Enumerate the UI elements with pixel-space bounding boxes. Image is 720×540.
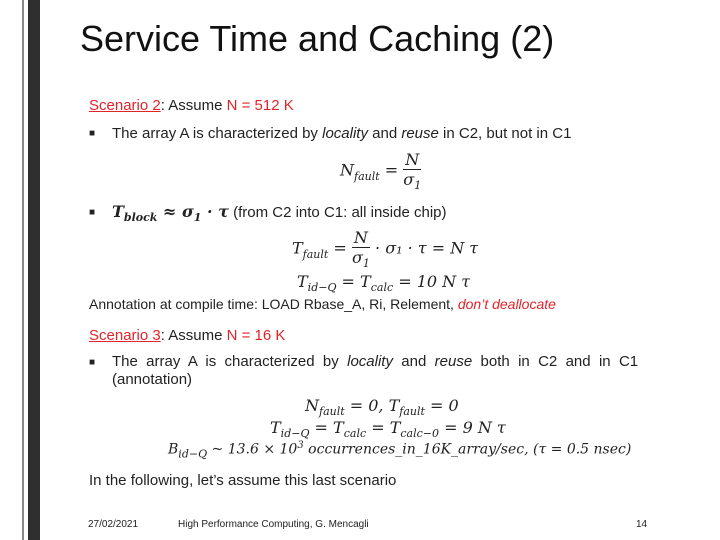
s3eq1-a: N [305, 396, 319, 415]
tblock-t: T [112, 202, 124, 221]
tid-mid-sub: calc [370, 281, 394, 295]
tfault-rest: · σ₁ · τ = N τ [375, 238, 479, 258]
s2b1-reuse: reuse [401, 125, 439, 142]
s3eq3-c: occurrences_in_16K_array/sec, (τ = 0.5 nsec) [303, 441, 632, 458]
nfault-lhs: N [340, 160, 354, 180]
nfault-fraction [403, 150, 421, 192]
tid-lhs-sub: id−Q [307, 281, 337, 295]
tfault-fraction [352, 228, 370, 270]
tid-mid: = T [336, 272, 371, 291]
closing-text: In the following, let’s assume this last scenario [89, 472, 397, 489]
scenario2-label: Scenario 2 [89, 97, 161, 114]
footer-date: 27/02/2021 [88, 519, 139, 530]
sidebar-thin-line [22, 0, 24, 540]
tblock-post: (from C2 into C1: all inside chip) [228, 204, 447, 221]
s3eq3-b: ~ 13.6 × 10 [207, 441, 298, 458]
nfault-den [403, 170, 421, 192]
sidebar-band [28, 0, 40, 540]
equation-tfault [292, 228, 478, 270]
s3eq1-b: = 0, T [344, 396, 400, 415]
equation-s3-2 [270, 418, 506, 440]
bullet-marker: ■ [89, 128, 96, 139]
tfault-eq: = [333, 238, 347, 258]
tid-lhs: T [297, 272, 308, 291]
scenario3-bullet1 [112, 353, 638, 370]
s2b1-and: and [367, 125, 402, 142]
nfault-den-sigma: σ [403, 170, 415, 189]
s3eq1-a-sub: fault [319, 405, 345, 419]
s3b1-post: both in C2 and in C1 [472, 353, 639, 370]
s3b1-reuse: reuse [434, 353, 473, 370]
s3eq2-c-sub: calc−0 [400, 427, 439, 441]
tid-rest: = 10 N τ [393, 272, 471, 291]
s2b1-pre: The array A is characterized by [112, 125, 323, 142]
equation-s3-3 [168, 440, 631, 460]
nfault-num: N [405, 150, 420, 169]
annotation-highlight: don’t deallocate [457, 296, 556, 312]
s3b1-locality: locality [347, 353, 393, 370]
tblock-approx: ≈ σ [157, 202, 194, 221]
s2b1-post: in C2, but not in C1 [438, 125, 572, 142]
s3eq2-b-sub: calc [343, 427, 367, 441]
scenario2-param: N = 512 K [226, 97, 294, 114]
annotation-line [89, 296, 556, 312]
equation-tid [297, 272, 470, 294]
scenario2-heading [89, 97, 294, 114]
s3eq3-a: B [168, 441, 179, 458]
s3b1-pre: The array A is characterized by [112, 353, 348, 370]
s3eq1-c: = 0 [424, 396, 459, 415]
tblock-sigma-sub: 1 [193, 211, 202, 225]
scenario2-bullet1 [112, 125, 571, 142]
tfault-den [352, 248, 370, 270]
bullet-marker: ■ [89, 357, 96, 368]
s3eq2-a: T [270, 418, 281, 437]
tblock-sub: block [123, 211, 158, 225]
scenario3-param: N = 16 K [226, 327, 286, 344]
s3eq2-c: = T [366, 418, 401, 437]
s3b1-line2: (annotation) [112, 371, 193, 388]
slide-title: Service Time and Caching (2) [80, 18, 555, 59]
s3eq1-b-sub: fault [399, 405, 425, 419]
nfault-lhs-sub: fault [354, 169, 380, 183]
tblock-tau: · τ [201, 202, 229, 221]
tfault-den-sigma: σ [351, 248, 363, 267]
tfault-den-sub: 1 [362, 257, 370, 271]
tfault-lhs: T [292, 238, 303, 258]
tblock-symbol [112, 202, 229, 225]
s3eq2-a-sub: id−Q [280, 427, 310, 441]
s3eq2-b: = T [309, 418, 344, 437]
scenario3-label: Scenario 3 [89, 327, 161, 344]
scenario2-assume: : Assume [160, 97, 227, 114]
nfault-den-sub: 1 [414, 179, 422, 193]
s2b1-locality: locality [322, 125, 368, 142]
left-decorative-bar [0, 0, 40, 540]
s3b1-and: and [392, 353, 435, 370]
tfault-num: N [353, 228, 368, 247]
equation-nfault [340, 150, 421, 192]
equation-s3-1 [305, 396, 459, 418]
scenario3-heading [89, 327, 285, 344]
s3eq2-d: = 9 N τ [439, 418, 506, 437]
annotation-pre: Annotation at compile time: LOAD Rbase_A, Ri, Relement, [89, 296, 458, 312]
tfault-lhs-sub: fault [302, 247, 329, 261]
s3eq3-a-sub: id−Q [178, 447, 208, 461]
bullet-marker: ■ [89, 207, 96, 218]
footer-page-number: 14 [636, 519, 648, 530]
s3eq3-b-sup: 3 [297, 440, 304, 451]
scenario3-assume: : Assume [160, 327, 227, 344]
nfault-eq: = [384, 160, 399, 180]
scenario2-bullet2 [112, 202, 447, 224]
footer-course: High Performance Computing, G. Mencagli [178, 519, 369, 530]
